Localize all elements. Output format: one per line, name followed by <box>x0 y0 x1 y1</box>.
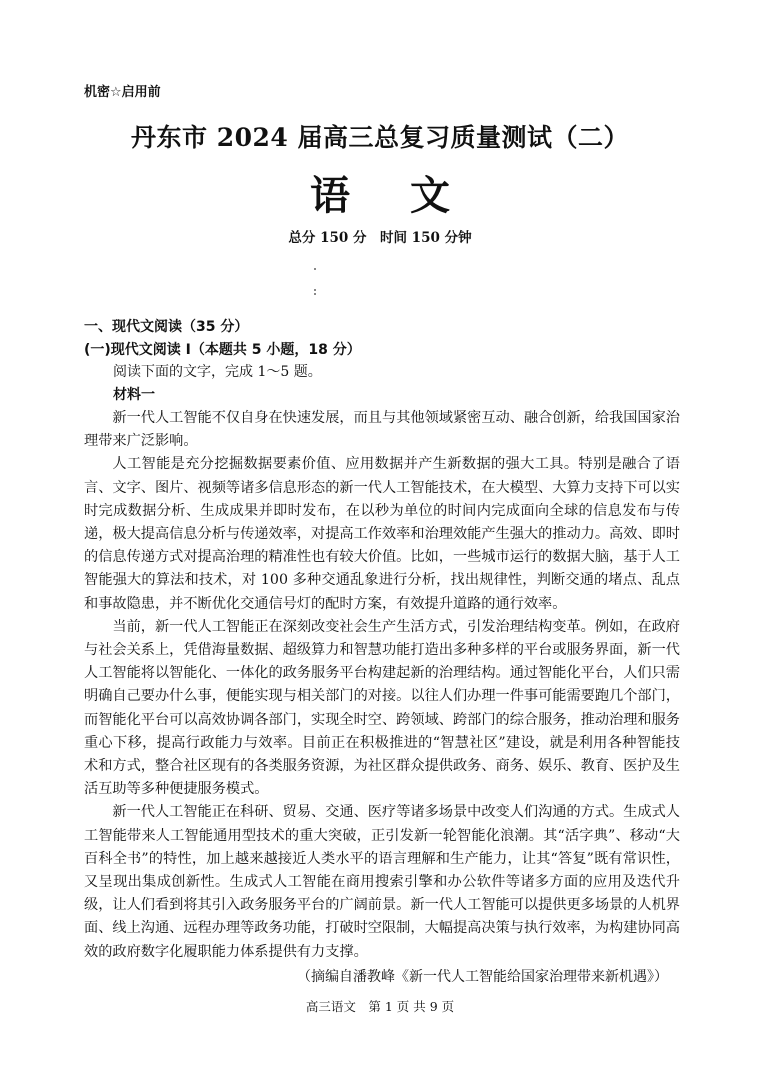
reading-instruction: 阅读下面的文字，完成 1～5 题。 <box>113 364 322 380</box>
source-citation: （摘编自潘教峰《新一代人工智能给国家治理带来新机遇》） <box>297 969 668 985</box>
section-heading: 一、现代文阅读（35 分） <box>84 319 249 335</box>
scan-mark <box>314 289 316 291</box>
score-time-info: 总分 150 分 时间 150 分钟 <box>288 230 472 246</box>
passage-paragraph: 当前，新一代人工智能正在深刻改变社会生产生活方式，引发治理结构变革。例如，在政府与社会关系上，凭借海量数据、超级算力和智慧功能打造出多种多样的平台或服务界面，新一代人工智能将以智能化、一体化的政务服务平台构建起新的治理结构。通过智能化平台，人们只需明确自己要办什么事，便能实现与相关部门的对接。以往人们办理一件事可能需要跑几个部门，而智能化平台可以高效协调各部门，实现全时空、跨领域、跨部门的综合服务，推动治理和服务重心下移，提高行政能力与效率。目前正在积极推进的“智慧社区”建设，就是利用各种智能技术和方式，整合社区现有的各类服务资源，为社区群众提供政务、商务、娱乐、教育、医护及生活互助等多种便捷服务模式。 <box>84 618 680 798</box>
exam-title: 丹东市 2024 届高三总复习质量测试（二） <box>131 123 629 152</box>
passage-paragraph: 新一代人工智能正在科研、贸易、交通、医疗等诸多场景中改变人们沟通的方式。生成式人工智能带来人工智能通用型技术的重大突破，正引发新一轮智能化浪潮。其“活字典”、移动“大百科全书”的特性，加上越来越接近人类水平的语言理解和生产能力，让其“答复”既有常识性，又呈现出集成创新性。生成式人工智能在商用搜索引擎和办公软件等诸多方面的应用及迭代升级，让人们看到将其引入政务服务平台的广阔前景。新一代人工智能可以提供更多场景的人机界面、线上沟通、远程办理等政务功能，打破时空限制，大幅提高决策与执行效率，为构建协同高效的政府数字化履职能力体系提供有力支撑。 <box>84 804 680 960</box>
material-heading: 材料一 <box>113 387 155 403</box>
passage-body <box>84 407 680 964</box>
subsection-heading: (一)现代文阅读 I（本题共 5 小题，18 分） <box>84 342 361 358</box>
scan-mark <box>314 268 316 270</box>
scan-mark <box>314 293 316 295</box>
passage-paragraph: 新一代人工智能不仅自身在快速发展，而且与其他领域紧密互动、融合创新，给我国国家治理带来广泛影响。 <box>84 410 680 450</box>
page-footer: 高三语文 第 1 页 共 9 页 <box>305 999 455 1014</box>
subject-title: 语文 <box>310 173 510 219</box>
passage-paragraph: 人工智能是充分挖掘数据要素价值、应用数据并产生新数据的强大工具。特别是融合了语言、文字、图片、视频等诸多信息形态的新一代人工智能技术，在大模型、大算力支持下可以实时完成数据分析、生成成果并即时发布，在以秒为单位的时间内完成面向全球的信息发布与传递，极大提高信息分析与传递效率，对提高工作效率和治理效能产生强大的推动力。高效、即时的信息传递方式对提高治理的精准性也有较大价值。比如，一些城市运行的数据大脑，基于人工智能强大的算法和技术，对 100 多种交通乱象进行分析，找出规律性，判断交通的堵点、乱点和事故隐患，并不断优化交通信号灯的配时方案，有效提升道路的通行效率。 <box>84 456 680 612</box>
confidential-label: 机密☆启用前 <box>84 85 161 100</box>
